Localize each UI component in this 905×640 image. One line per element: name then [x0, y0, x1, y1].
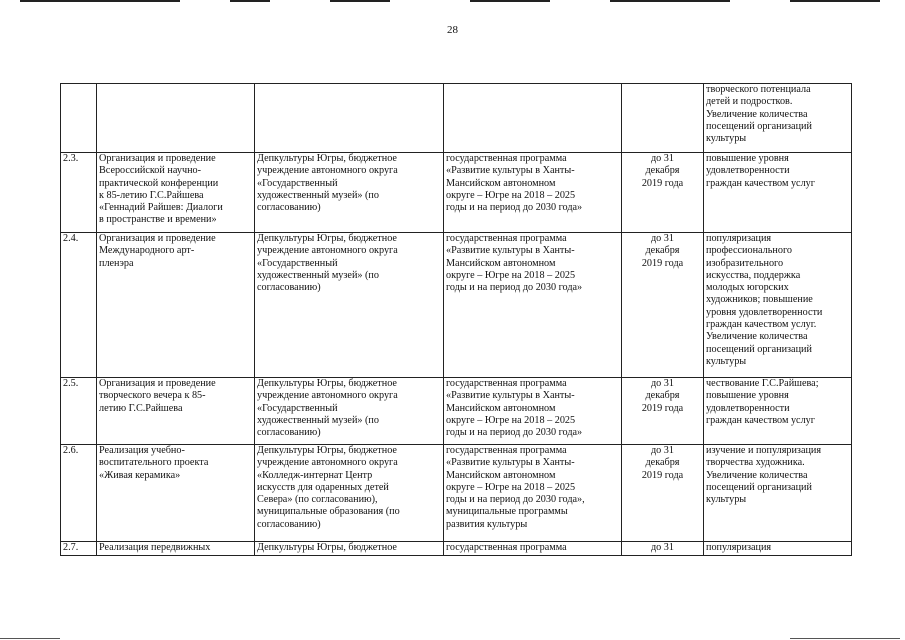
cell-event [97, 84, 255, 153]
table-row [61, 542, 852, 556]
cell-program [444, 84, 622, 153]
cell-responsible [255, 445, 444, 542]
event-text: Организация и проведение Международного арт- пленэра [99, 233, 216, 269]
responsible-text: Депкультуры Югры, бюджетное учреждение автономного округа «Колледж-интернат Центр искусств для одаренных детей Севера» (по согласованию), муниципальные образования (по согласованию) [257, 445, 400, 530]
responsible-text: Депкультуры Югры, бюджетное учреждение автономного округа «Государственный художественный музей» (по согласованию) [257, 378, 398, 439]
event-plan-table [60, 83, 852, 556]
result-text: изучение и популяризация творчества художника. Увеличение количества посещений организаций культуры [706, 445, 822, 506]
cell-event [97, 542, 255, 556]
table-row [61, 153, 852, 233]
cell-term [622, 233, 704, 378]
cell-program [444, 542, 622, 556]
term-text: до 31 декабря 2019 года [641, 378, 684, 414]
cell-number: 2.6. [61, 445, 97, 542]
cell-term [622, 445, 704, 542]
cell-result [704, 153, 852, 233]
responsible-text: Депкультуры Югры, бюджетное [257, 542, 397, 553]
scan-bottom-edge [0, 636, 905, 640]
cell-result [704, 378, 852, 445]
cell-result [704, 445, 852, 542]
page-number: 28 [447, 24, 458, 36]
cell-number: 2.7. [61, 542, 97, 556]
term-text: до 31 декабря 2019 года [641, 233, 684, 269]
responsible-text: Депкультуры Югры, бюджетное учреждение автономного округа «Государственный художественный музей» (по согласованию) [257, 233, 398, 294]
responsible-text: Депкультуры Югры, бюджетное учреждение автономного округа «Государственный художественный музей» (по согласованию) [257, 153, 398, 214]
term-text: до 31 [650, 542, 674, 553]
cell-term [622, 378, 704, 445]
cell-result [704, 542, 852, 556]
event-text: Реализация передвижных [99, 542, 211, 553]
cell-event [97, 153, 255, 233]
table-row [61, 445, 852, 542]
table-row [61, 378, 852, 445]
program-text: государственная программа «Развитие культуры в Ханты- Мансийском автономном округе – Югре на 2018 – 2025 годы и на период до 2030 года» [446, 233, 583, 294]
term-text: до 31 декабря 2019 года [641, 153, 684, 189]
cell-program [444, 153, 622, 233]
program-text: государственная программа «Развитие культуры в Ханты- Мансийском автономном округе – Югре на 2018 – 2025 годы и на период до 2030 года» [446, 378, 583, 439]
cell-number [61, 84, 97, 153]
program-text: государственная программа «Развитие культуры в Ханты- Мансийском автономном округе – Югре на 2018 – 2025 годы и на период до 2030 года», муниципальные программы развития культуры [446, 445, 585, 530]
cell-responsible [255, 378, 444, 445]
cell-number: 2.3. [61, 153, 97, 233]
cell-responsible [255, 233, 444, 378]
result-text: популяризация профессионального изобразительного искусства, поддержка молодых югорских художников; повышение уровня удовлетворенности граждан качеством услуг. Увеличение количества посещений организаций культуры [706, 233, 823, 367]
table-row [61, 233, 852, 378]
cell-term [622, 153, 704, 233]
scan-top-edge [0, 0, 905, 3]
result-text: популяризация [706, 542, 772, 553]
result-text: творческого потенциала детей и подростков. Увеличение количества посещений организаций культуры [706, 84, 812, 145]
cell-program [444, 378, 622, 445]
cell-event [97, 378, 255, 445]
program-text: государственная программа [446, 542, 567, 553]
cell-term [622, 542, 704, 556]
cell-result [704, 233, 852, 378]
cell-responsible [255, 84, 444, 153]
event-text: Организация и проведение творческого вечера к 85- летию Г.С.Райшева [99, 378, 216, 414]
cell-responsible [255, 542, 444, 556]
cell-program [444, 233, 622, 378]
cell-event [97, 233, 255, 378]
cell-responsible [255, 153, 444, 233]
table-row-continuation [61, 84, 852, 153]
term-text: до 31 декабря 2019 года [641, 445, 684, 481]
cell-event [97, 445, 255, 542]
result-text: чествование Г.С.Райшева; повышение уровня удовлетворенности граждан качеством услуг [706, 378, 819, 426]
cell-result [704, 84, 852, 153]
event-text: Организация и проведение Всероссийской научно- практической конференции к 85-летию Г.С.Райшева «Геннадий Райшев: Диалоги в пространстве и времени» [99, 153, 223, 226]
result-text: повышение уровня удовлетворенности граждан качеством услуг [706, 153, 815, 189]
cell-number: 2.4. [61, 233, 97, 378]
cell-program [444, 445, 622, 542]
cell-term [622, 84, 704, 153]
cell-number: 2.5. [61, 378, 97, 445]
program-text: государственная программа «Развитие культуры в Ханты- Мансийском автономном округе – Югре на 2018 – 2025 годы и на период до 2030 года» [446, 153, 583, 214]
event-text: Реализация учебно- воспитательного проекта «Живая керамика» [99, 445, 209, 481]
